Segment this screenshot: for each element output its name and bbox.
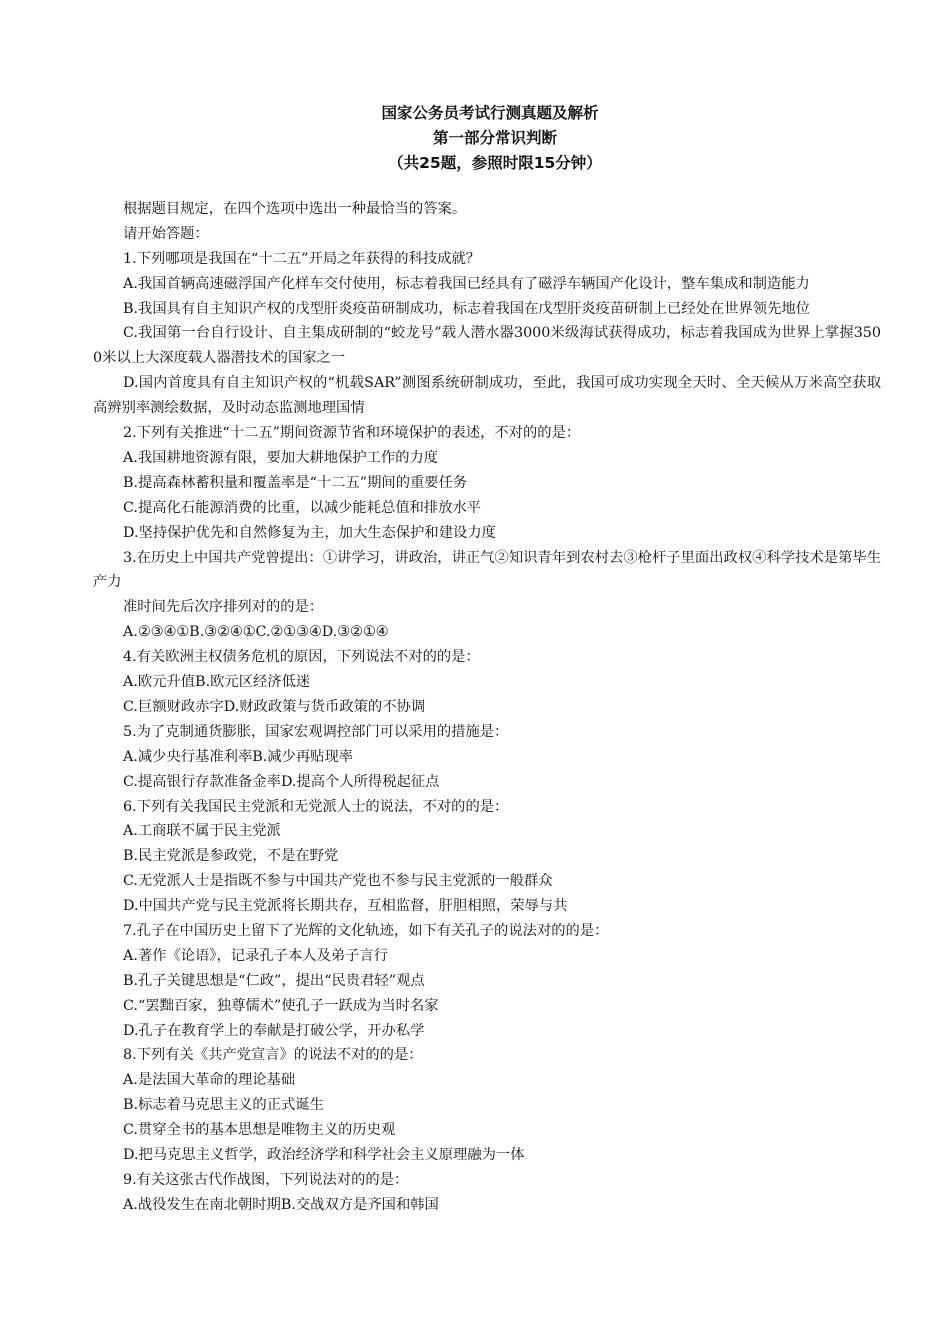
option-a: A.我国耕地资源有限，要加大耕地保护工作的力度 [123, 450, 439, 466]
question-stem: 7.孔子在中国历史上留下了光辉的文化轨迹，如下有关孔子的说法对的的是： [123, 922, 609, 939]
option-c: C.我国第一台自行设计、自主集成研制的“蛟龙号”载人潜水器3000米级海试获得成功，标志着我国成为世界上掌握3500米以上大深度载人器潜技术的国家之一 [93, 325, 881, 367]
question-stem: 2.下列有关推进“十二五”期间资源节省和环境保护的表述，不对的的是： [123, 425, 581, 442]
options-ab: A.欧元升值B.欧元区经济低迷 [123, 674, 311, 691]
question-stem: 5.为了克制通货膨胀，国家宏观调控部门可以采用的措施是： [123, 723, 509, 740]
option-b: B.民主党派是参政党，不是在野党 [123, 848, 339, 865]
option-d: D.孔子在教育学上的奉献是打破公学，开办私学 [123, 1022, 425, 1039]
option-b: B.标志着马克思主义的正式诞生 [123, 1097, 324, 1114]
question-3 [93, 546, 881, 646]
option-c: C.无党派人士是指既不参与中国共产党也不参与民主党派的一般群众 [123, 873, 553, 890]
option-b: B.提高森林蓄积量和覆盖率是“十二五”期间的重要任务 [123, 474, 468, 491]
options-ab: A.减少央行基准利率B.减少再贴现率 [123, 748, 354, 765]
option-c: C.贯穿全书的基本思想是唯物主义的历史观 [123, 1122, 396, 1139]
option-d: D.中国共产党与民主党派将长期共存，互相监督，肝胆相照，荣辱与共 [123, 898, 568, 915]
question-stem: 9.有关这张古代作战图，下列说法对的的是： [123, 1171, 409, 1188]
question-stem: 3.在历史上中国共产党曾提出：①讲学习，讲政治，讲正气②知识青年到农村去③枪杆子里面出政权④科学技术是第毕生产力 [93, 549, 881, 591]
option-c: C.提高化石能源消费的比重，以减少能耗总值和排放水平 [123, 499, 482, 516]
option-d: D.国内首度具有自主知识产权的“机载SAR”测图系统研制成功，至此，我国可成功实现全天时、全天候从万米高空获取高辨别率测绘数据，及时动态监测地理国情 [93, 375, 881, 417]
document-title: 国家公务员考试行测真题及解析 [381, 104, 599, 122]
instruction-text: 根据题目规定，在四个选项中选出一种最恰当的答案。 [123, 201, 467, 217]
question-subtext: 准时间先后次序排列对的的是： [123, 599, 324, 616]
option-d: D.坚持保护优先和自然修复为主，加大生态保护和建设力度 [123, 524, 496, 541]
question-stem: 6.下列有关我国民主党派和无党派人士的说法，不对的的是： [123, 798, 509, 815]
question-stem: 8.下列有关《共产党宣言》的说法不对的的是： [123, 1047, 423, 1064]
question-6 [93, 795, 881, 919]
option-a: A.我国首辆高速磁浮国产化样车交付使用，标志着我国已经具有了磁浮车辆国产化设计，整车集成和制造能力 [123, 275, 810, 292]
document-header [0, 101, 950, 176]
option-a: A.是法国大革命的理论基础 [123, 1072, 296, 1089]
section-note: （共25题，参照时限15分钟） [388, 154, 602, 172]
question-1 [93, 247, 881, 421]
option-d: D.把马克思主义哲学，政治经济学和科学社会主义原理融为一体 [123, 1146, 525, 1163]
question-stem: 1.下列哪项是我国在“十二五”开局之年获得的科技成就？ [123, 250, 481, 267]
question-5 [93, 720, 881, 795]
question-9 [93, 1168, 881, 1218]
option-c: C.“罢黜百家，独尊儒术”使孔子一跃成为当时名家 [123, 997, 439, 1014]
option-b: B.孔子关键思想是“仁政”，提出“民贵君轻”观点 [123, 972, 425, 989]
question-7 [93, 919, 881, 1043]
question-stem: 4.有关欧洲主权债务危机的原因，下列说法不对的的是： [123, 649, 480, 666]
question-8 [93, 1043, 881, 1167]
option-b: B.我国具有自主知识产权的戊型肝炎疫苗研制成功，标志着我国在戊型肝炎疫苗研制上已经处在世界领先地位 [123, 300, 810, 317]
section-title: 第一部分常识判断 [432, 129, 557, 147]
options-line: A.②③④①B.③②④①C.②①③④D.③②①④ [123, 624, 389, 641]
question-4 [93, 645, 881, 720]
options-cd: C.提高银行存款准备金率D.提高个人所得税起征点 [123, 773, 440, 790]
options-cd: C.巨额财政赤字D.财政政策与货币政策的不协调 [123, 698, 426, 715]
options-ab: A.战役发生在南北朝时期B.交战双方是齐国和韩国 [123, 1196, 439, 1213]
document-body [93, 197, 881, 1218]
option-a: A.工商联不属于民主党派 [123, 823, 281, 840]
question-2 [93, 421, 881, 545]
option-a: A.著作《论语》，记录孔子本人及弟子言行 [123, 947, 389, 964]
start-text: 请开始答题： [123, 225, 209, 242]
